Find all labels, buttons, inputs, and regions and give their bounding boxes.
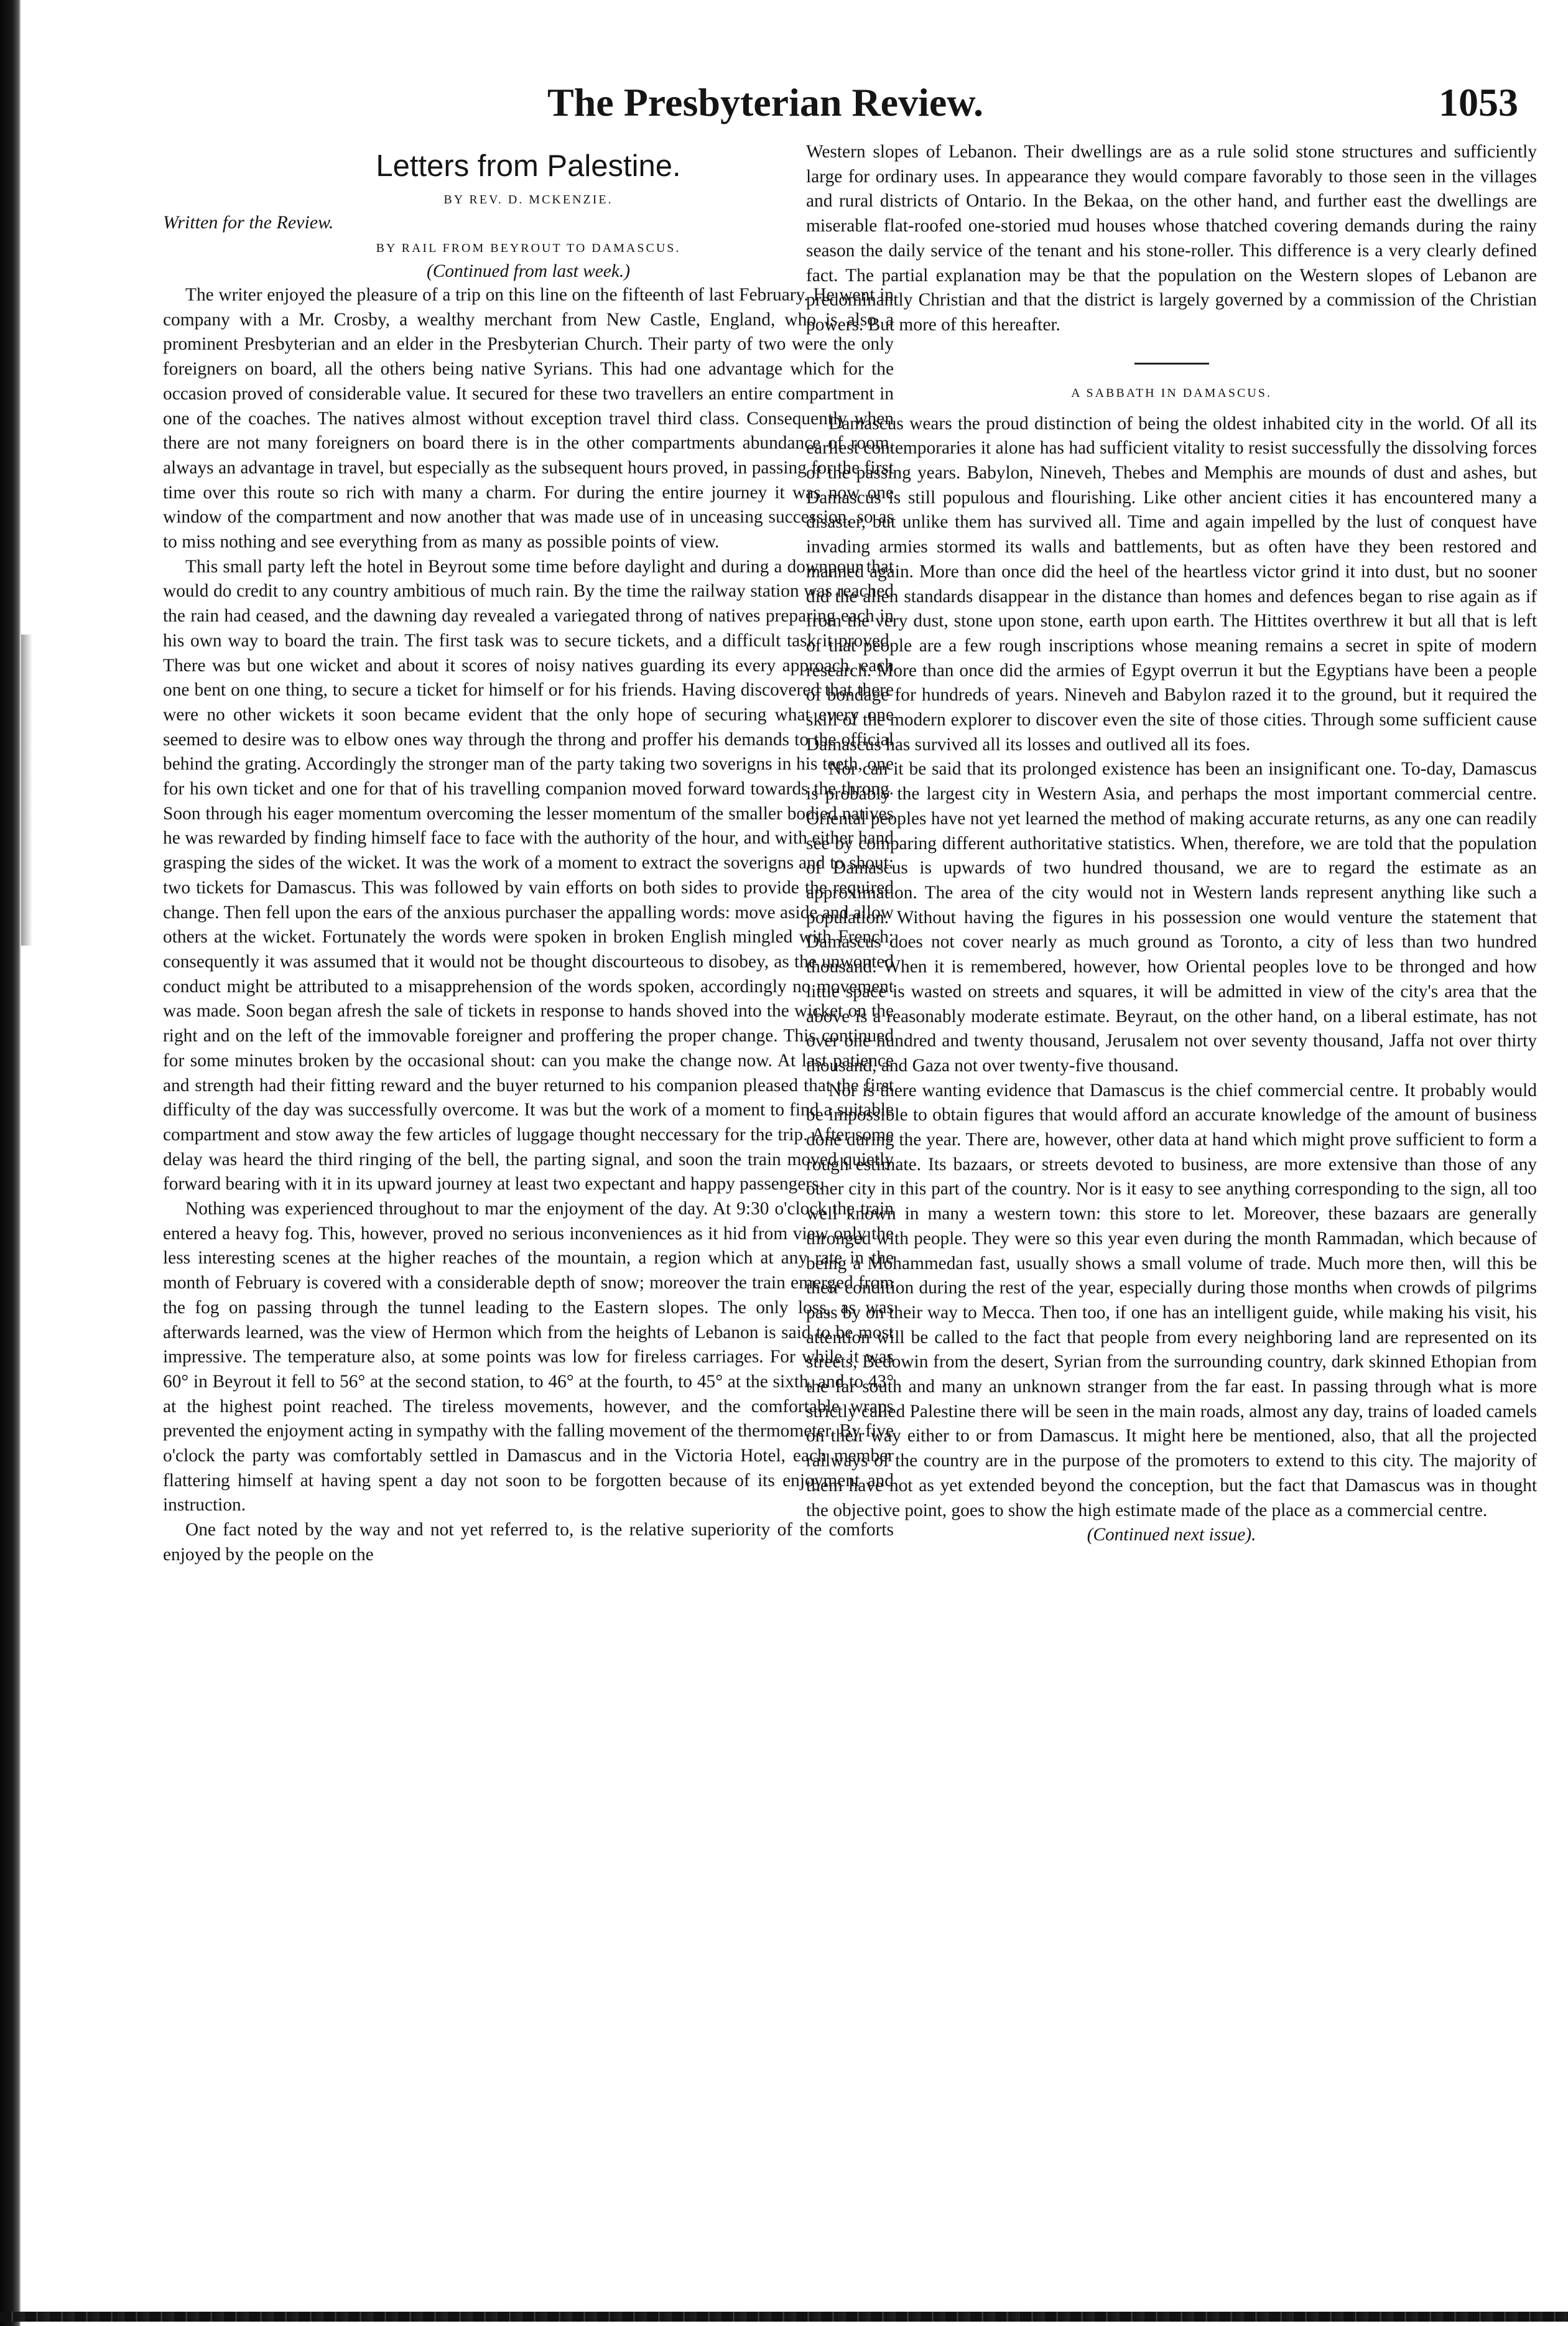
body-paragraph: Nor can it be said that its prolonged existence has been an insignificant one. To-day, Damascus is probably the largest city in Western Asia, and perhaps the most important commercial centre. Oriental peoples have not yet learned the method of making accurate returns, as any one can readily see by comparing different authoritative statistics. When, therefore, we are told that the population of Damascus is upwards of two hundred thousand, we are to regard the estimate as an approximation. The area of the city would not in Western lands represent anything like such a population. Without having the figures in his possession one would venture the statement that Damascus does not cover nearly as much ground as Toronto, a city of less than two hundred thousand. When it is remembered, however, how Oriental peoples love to be thronged and how little space is wasted on streets and squares, it will be admitted in view of the city's area that the above is a reasonably moderate estimate. Beyraut, on the other hand, on a liberal estimate, has not over one hundred and twenty thousand, Jerusalem not over seventy thousand, Jaffa not over thirty thousand, and Gaza not over twenty-five thousand. — [806, 759, 1537, 1076]
page-binding-shadow — [21, 635, 32, 946]
continued-from-note: (Continued from last week.) — [426, 261, 631, 281]
body-paragraph: Nothing was experienced throughout to mar the enjoyment of the day. At 9:30 o'clock the train entered a heavy fog. This, however, proved no serious inconveniences as it hid from view only the less interesting scenes at the higher reaches of the mountain, a region which at any rate in the month of February is covered with a considerable depth of snow; moreover the train emerged from the fog on passing through the tunnel leading to the Eastern slopes. The only loss, as was afterwards learned, was the view of Hermon which from the heights of Lebanon is said to be most impressive. The temperature also, at some points was low for fireless carriages. For while it was 60° in Beyrout it fell to 56° at the second station, to 46° at the fourth, to 45° at the sixth, and to 43° at the highest point reached. The tireless movements, however, and the comfortable wraps prevented the enjoyment acting in sympathy with the falling movement of the thermometer. By five o'clock the party was comfortably settled in Damascus and in the Victoria Hotel, each member flattering himself at having spent a day not soon to be forgotten because of its enjoyment and instruction. — [163, 1199, 894, 1515]
body-paragraph: Nor is there wanting evidence that Damascus is the chief commercial centre. It probably would be impossible to obtain figures that would afford an accurate knowledge of the amount of business done during the year. There are, however, other data at hand which might prove sufficient to form a rough estimate. Its bazaars, or streets devoted to business, are more extensive than those of any other city in this part of the country. Nor is it easy to see anything corresponding to the sign, all too well known in many a western town: this store to let. Moreover, these bazaars are generally thronged with people. They were so this year even during the month Rammadan, which because of being a Mohammedan fast, usually shows a small volume of trade. Much more then, will this be their condition during the rest of the year, especially during those months when crowds of pilgrims pass by on their way to Mecca. Then too, if one has an intelligent guide, while making his visit, his attention will be called to the fact that people from every neighboring land are represented on its streets, Bedowin from the desert, Syrian from the surrounding country, dark skinned Ethopian from the far south and many an unknown stranger from the far east. In passing through what is more strictly called Palestine there will be seen in the main roads, almost any day, trains of loaded camels on their way either to or from Damascus. It might here be mentioned, also, that all the projected railways of the country are in the purpose of the promoters to extend to this city. The majority of them have not as yet extended beyond the conception, but the fact that Damascus was in thought the objective point, goes to show the high estimate made of the place as a commercial centre. — [806, 1080, 1537, 1520]
body-paragraph: This small party left the hotel in Beyrout some time before daylight and during a downpour that would do credit to any country ambitious of much rain. By the time the railway station was reached the rain had ceased, and the dawning day revealed a variegated throng of natives preparing each in his own way to board the train. The first task was to secure tickets, and a difficult task it proved. There was but one wicket and about it scores of noisy natives guarding its every approach, each one bent on one thing, to secure a ticket for himself or for his friends. Having discovered that there were no other wickets it soon became evident that the only hope of securing what every one seemed to desire was to elbow ones way through the throng and proffer his demands to the official behind the grating. Accordingly the stronger man of the party taking two soverigns in his teeth, one for his own ticket and one for that of his travelling companion moved forward towards the throng. Soon through his eager momentum overcoming the lesser momentum of the smaller bodied natives he was rewarded by finding himself face to face with the authority of the hour, and with either hand grasping the sides of the wicket. It was the work of a moment to extract the soverigns and to shout: two tickets for Damascus. This was followed by vain efforts on both sides to provide the required change. Then fell upon the ears of the anxious purchaser the appalling words: move aside and allow others at the wicket. Fortunately the words were spoken in broken English mingled with French; consequently it was assumed that it would not be thought discourteous to disobey, as the unwonted conduct might be attributed to a misapprehension of the words spoken, accordingly no movement was made. Soon began afresh the sale of tickets in response to hands shoved into the wicket on the right and on the left of the immovable foreigner and proffering the proper change. This continued for some minutes broken by the occasional shout: can you make the change now. At last patience and strength had their fitting reward and the buyer returned to his companion pleased that the first difficulty of the day was successfully overcome. It was but the work of a moment to find a suitable compartment and stow away the few articles of luggage thought neccessary for the trip. After some delay was heard the third ringing of the bell, the parting signal, and soon the train moved quietly forward bearing with it in its upward journey at least two expectant and happy passengers. — [163, 556, 894, 1194]
body-paragraph: The writer enjoyed the pleasure of a trip on this line on the fifteenth of last February. He went in company with a Mr. Crosby, a wealthy merchant from New Castle, England, who is also a prominent Presbyterian and an elder in the Presbyterian Church. Their party of two were the only foreigners on board, all the others being native Syrians. This had one advantage which for the occasion proved of considerable value. It secured for these two travellers an entire compartment in one of the coaches. The natives almost without exception travel third class. Consequently when there are not many foreigners on board there is in the other compartments abundance of room, always an advantage in travel, but especially as the subsequent hours proved, in passing for the first time over this route so rich with many a charm. For during the entire journey it was now one window of the compartment and now another that was made use of in unceasing succession, so as to miss nothing and see everything from as many as possible points of view. — [163, 285, 894, 552]
running-title: The Presbyterian Review. — [547, 80, 983, 124]
article-title: Letters from Palestine. — [376, 149, 681, 183]
body-paragraph: Western slopes of Lebanon. Their dwellings are as a rule solid stone structures and sufficiently large for ordinary uses. In appearance they would compare favorably to those seen in the villages and rural districts of Ontario. In the Bekaa, on the other hand, and further east the dwellings are miserable flat-roofed one-storied mud houses whose thatched covering demands during the rainy season the daily service of the tenant and his stone-roller. This difference is a very clearly defined fact. The partial explanation may be that the population on the Western slopes of Lebanon are predominantly Christian and that the district is largely governed by a commission of the Christian powers. But more of this hereafter. — [806, 142, 1537, 335]
bottom-border — [0, 2312, 1568, 2322]
written-for-note: Written for the Review. — [163, 212, 334, 233]
page-number: 1053 — [1439, 80, 1518, 124]
body-paragraph: One fact noted by the way and not yet referred to, is the relative superiority of the comforts enjoyed by the people on the — [163, 1520, 894, 1565]
right-column — [806, 140, 1537, 2299]
page-binding-edge — [0, 0, 21, 2326]
section-heading: BY RAIL FROM BEYROUT TO DAMASCUS. — [376, 241, 681, 255]
article-byline: BY REV. D. MCKENZIE. — [443, 193, 613, 207]
continued-next-note: (Continued next issue). — [1087, 1525, 1256, 1545]
page-header — [0, 75, 1568, 131]
left-column — [163, 140, 894, 2299]
sabbath-heading: A SABBATH IN DAMASCUS. — [1071, 386, 1272, 400]
body-paragraph: Damascus wears the proud distinction of being the oldest inhabited city in the world. Of all its earliest contemporaries it alone has had sufficient vitality to resist successfully the dissolving forces of the passing years. Babylon, Nineveh, Thebes and Memphis are mounds of dust and ashes, but Damascus is still populous and flourishing. Like other ancient cities it has encountered many a disaster, but unlike them has survived all. Time and again impelled by the lust of conquest have invading armies stormed its walls and battlements, but as often have they been restored and manned again. More than once did the heel of the heartless victor grind it into dust, but no sooner did the alien standards disappear in the distance than homes and defences began to rise again as if from the very dust, stone upon stone, earth upon earth. The Hittites overthrew it but all that is left of that people are a few rough inscriptions whose meaning remains a secret in spite of modern research. More than once did the armies of Egypt overrun it but the Egyptians have been a people of bondage for hundreds of years. Nineveh and Babylon razed it to the ground, but it required the skill of the modern explorer to discover even the site of those cities. Through some sufficient cause Damascus has survived all its losses and outlived all its foes. — [806, 413, 1537, 755]
section-divider — [1134, 363, 1209, 365]
